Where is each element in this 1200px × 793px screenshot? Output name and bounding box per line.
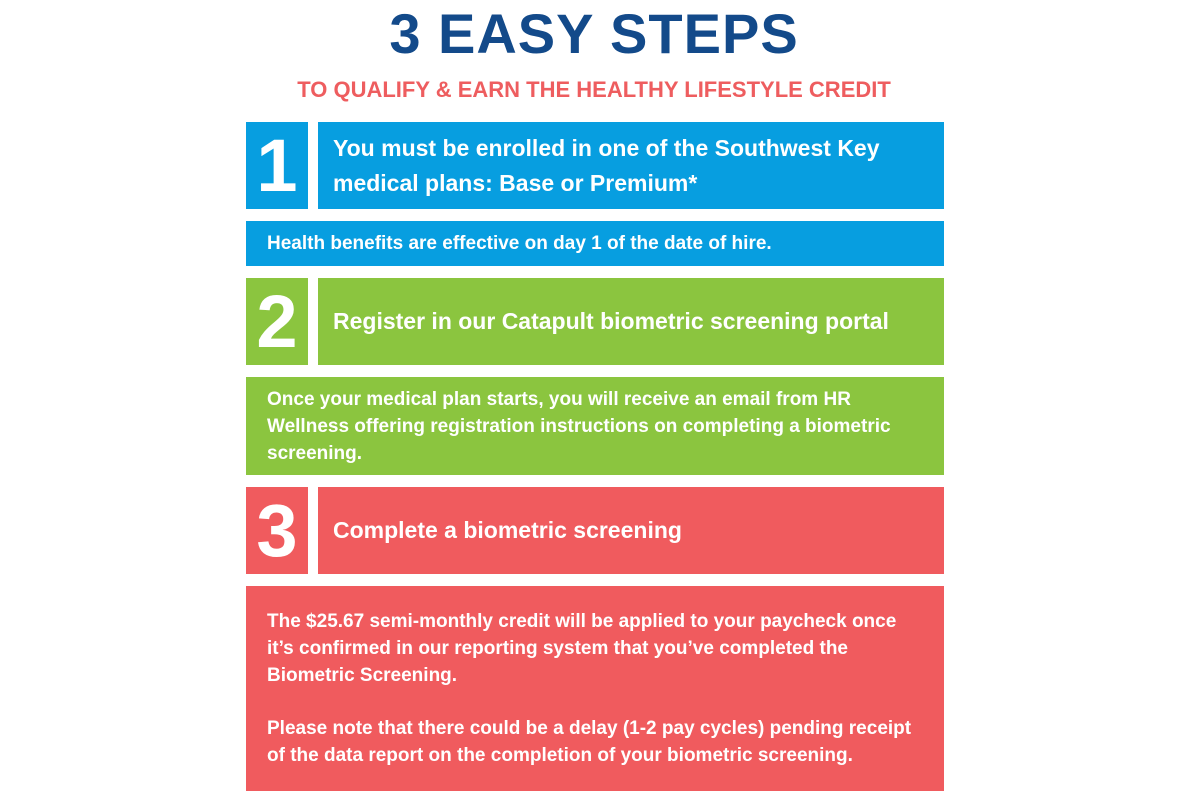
step-3-description-paragraph-1: The $25.67 semi-monthly credit will be applied to your paycheck once it’s confirmed in our reporting system that you’ve completed the Biometric Screening. [267, 611, 897, 686]
step-2-heading: Register in our Catapult biometric screening portal [333, 308, 889, 334]
step-3-description-box [246, 586, 944, 791]
step-1-heading-box [318, 122, 944, 209]
step-3-heading: Complete a biometric screening [333, 517, 682, 543]
step-1-description-box [246, 221, 944, 266]
page-subtitle: TO QUALIFY & EARN THE HEALTHY LIFESTYLE CREDIT [297, 77, 891, 102]
step-2-description-box [246, 377, 944, 475]
step-1-heading: You must be enrolled in one of the Southwest Key medical plans: Base or Premium* [333, 134, 880, 196]
step-3-description [267, 608, 928, 769]
step-2-description [267, 386, 928, 467]
step-3-description-paragraph-2: Please note that there could be a delay (1-2 pay cycles) pending receipt of the data report on the completion of your biometric screening. [267, 718, 912, 766]
step-1-description [267, 230, 772, 257]
step-1-number-badge [246, 122, 308, 209]
step-2-number: 2 [256, 280, 298, 363]
step-2-heading-box [318, 278, 944, 365]
step-1-description-paragraph: Health benefits are effective on day 1 of the date of hire. [267, 233, 772, 254]
step-2-number-badge [246, 278, 308, 365]
step-3-heading-box [318, 487, 944, 574]
page-title: 3 EASY STEPS [389, 2, 799, 65]
step-2-description-paragraph: Once your medical plan starts, you will receive an email from HR Wellness offering registration instructions on completing a biometric screening. [267, 388, 891, 464]
step-3-number: 3 [256, 489, 298, 572]
step-3-number-badge [246, 487, 308, 574]
step-1-number: 1 [256, 124, 298, 207]
